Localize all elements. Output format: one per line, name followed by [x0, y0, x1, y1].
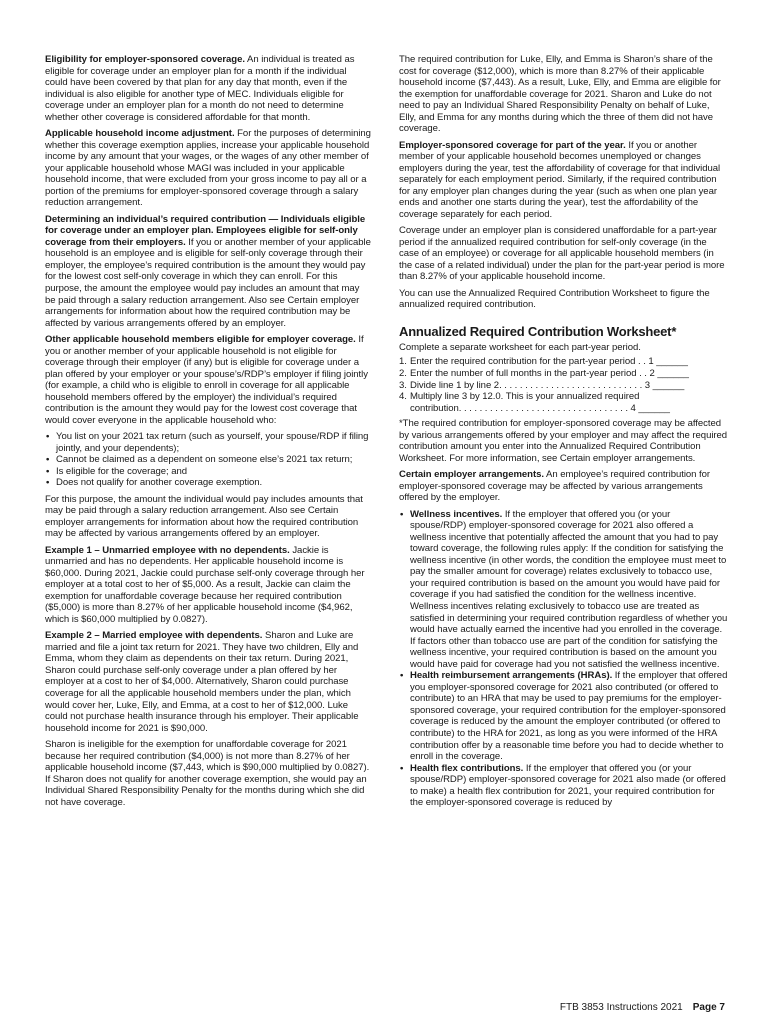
text-employer-arrangements: An employee’s required contribution for employer-sponsored coverage may be affected by various arrangements offered by the employer.	[399, 469, 711, 504]
line-text: Multiply line 3 by 12.0. This is your annualized required	[410, 391, 640, 403]
text-eligibility: An individual is treated as eligible for coverage under an employer plan for a month if the individual could have been covered by that plan for any day that month, even if the individual is also eligible for another type of MEC. Individuals eligible for coverage under an employer plan for a month do not need to determine whether other coverage is considered affordable for that month.	[45, 54, 355, 123]
heading-wellness: Wellness incentives.	[410, 508, 503, 520]
paragraph-unaffordable-part-year: Coverage under an employer plan is considered unaffordable for a part-year period if the annualized required contribution for self-only coverage (in the case of an employee) or coverage for all applicable household members (in the case of a related individual) under the plan for the part-year period is more than 8.27% of your applicable household income.	[399, 225, 725, 283]
arrangements-list	[399, 509, 729, 809]
text-health-flex: If the employer that offered you (or your spouse/RDP) employer-sponsored coverage for 2021 also made (or offered to make) a health flex contribution for 2021, your required contribution for the employer-sponsored coverage is reduced by	[410, 762, 726, 809]
text-hra: If the employer that offered you employer-sponsored coverage for 2021 also contributed (or offered to contribute) to an HRA that may be used to pay premiums for the employer-sponsored coverage, your required contribution for the employer-sponsored coverage is reduced by the amount the employer contributed (or offered to contribute) to the HRA for 2021, as long as you were informed of the HRA contribution offer by a reasonable time before you had to decide whether to enroll in the coverage.	[410, 670, 728, 763]
list-item-hra	[399, 670, 729, 762]
list-item-wellness	[399, 509, 729, 671]
paragraph-part-year	[399, 140, 729, 221]
heading-employer-arrangements: Certain employer arrangements.	[399, 469, 544, 481]
left-column	[45, 54, 371, 813]
line-number: 1.	[399, 356, 407, 368]
worksheet-line-1	[399, 356, 729, 368]
text-example-2: Sharon and Luke are married and file a joint tax return for 2021. They have two children, Elly and Emma, whom they claim as dependents on their tax return. During 2021, Sharon could purchase self-only coverage under a plan offered by her employer at a cost to her of $4,000. Alternatively, Sharon could purchase coverage for all the applicable household members under the plan, which would cover her, Luke, Elly, and Emma, at a cost to her of $12,000. Luke could not purchase health insurance through his employer. Their applicable household income for 2021 is $90,000.	[45, 630, 359, 734]
footer-label: FTB 3853 Instructions 2021	[559, 1002, 683, 1013]
paragraph-required-contribution	[45, 214, 371, 329]
worksheet-footnote: *The required contribution for employer-sponsored coverage may be affected by various arrangements offered by your employer and may affect the required contribution amount you enter into the Annualized Required Contribution Worksheet. For more information, see Certain employer arrangements.	[399, 418, 728, 464]
page-footer	[0, 1002, 725, 1014]
worksheet-line-3	[399, 380, 729, 392]
line-text: Divide line 1 by line 2. . . . . . . . . . . . . . . . . . . . . . . . . . . . 3 ______	[410, 379, 685, 391]
paragraph-sharon-ineligible: Sharon is ineligible for the exemption for unaffordable coverage for 2021 because her required contribution ($4,000) is not more than 8.27% of her applicable household income ($7,443, which is $90,000 multiplied by 0.0827). If Sharon does not qualify for another coverage exemption, she would pay an Individual Shared Responsibility Penalty for the months during which she did not have coverage.	[45, 739, 370, 808]
worksheet-title: Annualized Required Contribution Worksheet*	[399, 323, 677, 339]
line-number: 2.	[399, 367, 407, 379]
heading-income-adjustment: Applicable household income adjustment.	[45, 128, 235, 140]
heading-part-year: Employer-sponsored coverage for part of the year.	[399, 139, 626, 151]
list-item: • You list on your 2021 tax return (such as yourself, your spouse/RDP if filing jointly, and your dependents);	[45, 431, 371, 454]
worksheet-line-2	[399, 368, 729, 380]
text-required-contribution: If you or another member of your applicable household is an employee and is eligible for self-only coverage through their employer, the employee’s required contribution is the amount they would pay for the lowest cost self-only coverage in which they can enroll. For this purpose, the amount the employee would pay includes an amount that may be paid through a salary reduction arrangement. Also see Certain employer arrangements for information about how the required contribution may be affected by various arrangements offered by an employer.	[45, 236, 371, 329]
line-text-continued: contribution. . . . . . . . . . . . . . . . . . . . . . . . . . . . . . . . . 4 ______	[410, 402, 670, 414]
heading-hra: Health reimbursement arrangements (HRAs).	[410, 670, 613, 682]
heading-example-2: Example 2 – Married employee with dependents.	[45, 630, 263, 642]
list-item-health-flex	[399, 763, 729, 809]
text-other-members: If you or another member of your applicable household is not eligible for coverage through their employer (if any) but is eligible for coverage under a plan offered by your employer or your spouse’s/RDP’s employer if filing jointly (for example, a child who is eligible to enroll in coverage for all applicable household members offered by the employer) the individual’s required contribution is the amount they would pay for the lowest cost coverage that would cover everyone in the applicable household who:	[45, 333, 368, 426]
paragraph-example-2	[45, 630, 371, 734]
page-number: Page 7	[692, 1002, 725, 1013]
household-criteria-list	[45, 431, 371, 489]
line-number: 4.	[399, 391, 407, 403]
text-wellness: If the employer that offered you (or your spouse/RDP) employer-sponsored coverage for 2021 also offered a wellness incentive that potentially affected the amount that you had to pay toward coverage, the following rules apply: If the condition for satisfying the wellness incentive (in other words, the condition the employee must meet to pay the smaller amount for coverage) relates exclusively to tobacco use, your required contribution is based on the amount you would have paid for coverage if you had satisfied the condition for the wellness incentive. Wellness incentives relating exclusively to tobacco use are treated as satisfied in determining your required contribution regardless of whether you would have actually earned the incentive had you enrolled in the coverage. If factors other than tobacco use are part of the condition for satisfying the wellness incentive, your required contribution is based on the amount you would have paid for coverage had you not satisfied the wellness incentive.	[410, 508, 728, 670]
paragraph-eligibility	[45, 54, 371, 123]
paragraph-employer-arrangements	[399, 469, 729, 504]
heading-required-contribution: Determining an individual’s required contribution — Individuals eligible for coverage under an employer plan. Employees eligible for self-only coverage from their employers.	[45, 213, 366, 248]
line-text: Enter the required contribution for the part-year period . . 1 ______	[410, 356, 688, 368]
worksheet-line-4	[399, 391, 729, 414]
right-column	[399, 54, 729, 814]
heading-other-members: Other applicable household members eligible for employer coverage.	[45, 333, 356, 345]
heading-example-1: Example 1 – Unmarried employee with no dependents.	[45, 544, 290, 556]
heading-health-flex: Health flex contributions.	[410, 762, 524, 774]
text-example-1: Jackie is unmarried and has no dependents. Her applicable household income is $60,000. During 2021, Jackie could purchase self-only coverage through her employer at a total cost to her of $5,000. As a result, Jackie can claim the exemption for unaffordable coverage because her required contribution ($5,000) is more than 8.27% of her applicable household income ($4,962, which is $60,000 multiplied by 0.0827).	[45, 544, 365, 625]
paragraph-luke-elly-emma: The required contribution for Luke, Elly, and Emma is Sharon’s share of the cost for coverage ($12,000), which is more than 8.27% of their applicable household income ($7,443). As a result, Luke, Elly, and Emma are eligible for the exemption for unaffordable coverage for 2021. Sharon and Luke do not need to pay an Individual Shared Responsibility Penalty on behalf of Luke, Elly, and Emma for any months during which the three of them did not have coverage.	[399, 54, 721, 135]
paragraph-income-adjustment	[45, 128, 371, 209]
paragraph-salary-reduction: For this purpose, the amount the individual would pay includes amounts that may be paid through a salary reduction arrangement. Also see Certain employer arrangements for information about how the required contribution may be affected by various arrangements offered by an employer.	[45, 493, 363, 540]
text-part-year: If you or another member of your applicable household becomes unemployed or changes employers during the year, test the affordability of coverage for that individual separately for each employment period. Similarly, if the required contribution for any employer plan changes during the year (such as when one plan year ends and another one starts during the year), test the affordability of the coverage separately for each period.	[399, 139, 721, 220]
worksheet-intro: Complete a separate worksheet for each part-year period.	[399, 341, 641, 353]
worksheet-lines	[399, 356, 729, 414]
line-text: Enter the number of full months in the part-year period . . 2 ______	[410, 367, 689, 379]
list-item: • Does not qualify for another coverage exemption.	[45, 477, 371, 489]
paragraph-example-1	[45, 545, 371, 626]
list-item: • Is eligible for the coverage; and	[45, 466, 371, 478]
paragraph-worksheet-reference: You can use the Annualized Required Contribution Worksheet to figure the annualized required contribution.	[399, 287, 710, 311]
text-income-adjustment: For the purposes of determining whether this coverage exemption applies, increase your applicable household income by any amount that your wages, or the wages of any other member of your applicable household whose MAGI was included in your applicable household income, that were excluded from your gross income to pay all or a portion of the premiums for employer-sponsored coverage through a salary reduction arrangement.	[45, 128, 371, 209]
line-number: 3.	[399, 379, 407, 391]
heading-eligibility: Eligibility for employer-sponsored coverage.	[45, 54, 245, 65]
paragraph-other-members	[45, 334, 371, 426]
list-item: • Cannot be claimed as a dependent on someone else’s 2021 tax return;	[45, 454, 371, 466]
